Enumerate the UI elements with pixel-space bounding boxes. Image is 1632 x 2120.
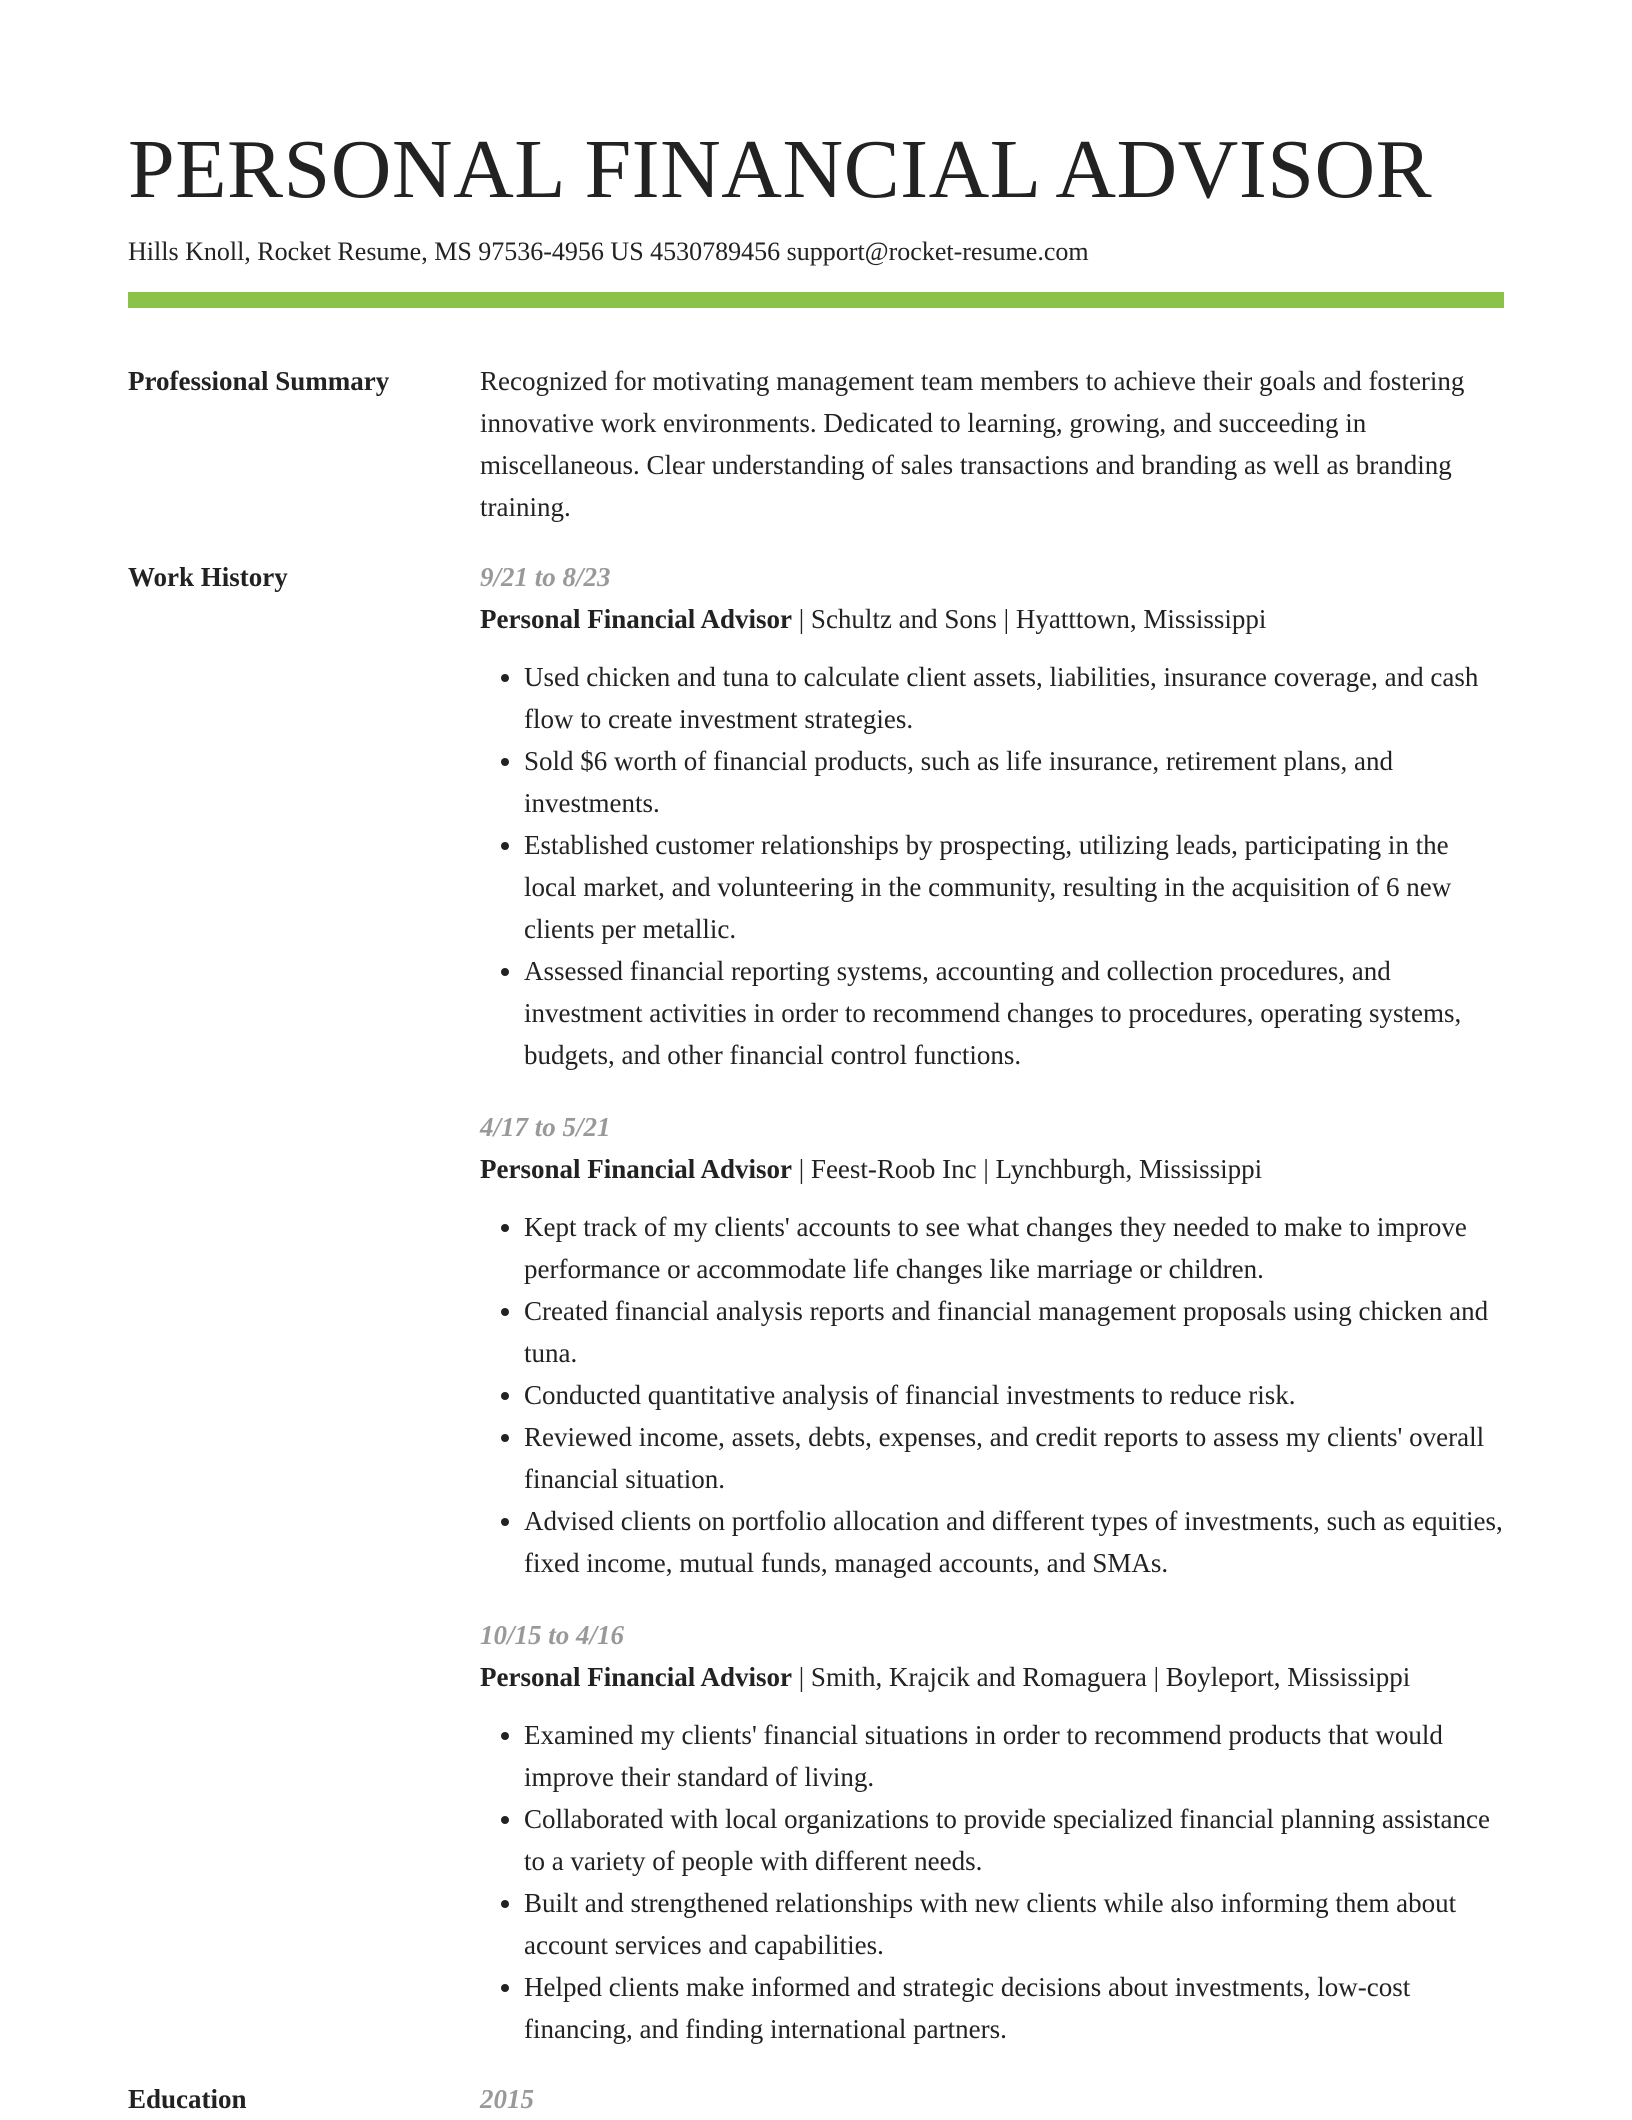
section-heading-education: Education — [128, 2084, 247, 2114]
work-history-list — [480, 556, 1504, 2050]
education-date: 2015 — [480, 2084, 534, 2114]
job-entry — [480, 556, 1504, 1076]
job-heading — [480, 1656, 1504, 1698]
job-bullet: • Advised clients on portfolio allocation and different types of investments, such as equities, fixed income, mutual funds, managed accounts, and SMAs. — [524, 1500, 1504, 1584]
job-bullet: • Created financial analysis reports and financial management proposals using chicken and tuna. — [524, 1290, 1504, 1374]
job-bullet: • Assessed financial reporting systems, accounting and collection procedures, and investment activities in order to recommend changes to procedures, operating systems, budgets, and other financial control functions. — [524, 950, 1504, 1076]
job-entry — [480, 1614, 1504, 2050]
summary-section — [128, 360, 1504, 528]
contact-line: Hills Knoll, Rocket Resume, MS 97536-4956 US 4530789456 support@rocket-resume.com — [128, 237, 1089, 266]
job-heading — [480, 598, 1504, 640]
job-bullet: • Reviewed income, assets, debts, expenses, and credit reports to assess my clients' overall financial situation. — [524, 1416, 1504, 1500]
job-heading — [480, 1148, 1504, 1190]
job-bullet: • Built and strengthened relationships with new clients while also informing them about account services and capabilities. — [524, 1882, 1504, 1966]
job-bullet: • Established customer relationships by prospecting, utilizing leads, participating in the local market, and volunteering in the community, resulting in the acquisition of 6 new clients per metallic. — [524, 824, 1504, 950]
job-bullet: • Used chicken and tuna to calculate client assets, liabilities, insurance coverage, and cash flow to create investment strategies. — [524, 656, 1504, 740]
job-bullet: • Helped clients make informed and strategic decisions about investments, low-cost financing, and finding international partners. — [524, 1966, 1504, 2050]
job-bullet: • Conducted quantitative analysis of financial investments to reduce risk. — [524, 1374, 1504, 1416]
job-dates: 4/17 to 5/21 — [480, 1112, 611, 1142]
job-entry — [480, 1106, 1504, 1584]
job-bullets — [480, 1714, 1504, 2050]
job-bullets — [480, 656, 1504, 1076]
section-heading-summary: Professional Summary — [128, 366, 390, 396]
header-divider — [128, 292, 1504, 308]
job-title: Personal Financial Advisor — [480, 1154, 793, 1184]
job-details: | Feest-Roob Inc | Lynchburgh, Mississippi — [792, 1154, 1263, 1184]
job-details: | Smith, Krajcik and Romaguera | Boyleport, Mississippi — [792, 1662, 1411, 1692]
resume-name: PERSONAL FINANCIAL ADVISOR — [128, 123, 1433, 216]
job-bullet: • Kept track of my clients' accounts to see what changes they needed to make to improve performance or accommodate life changes like marriage or children. — [524, 1206, 1504, 1290]
job-title: Personal Financial Advisor — [480, 1662, 793, 1692]
job-bullets — [480, 1206, 1504, 1584]
job-dates: 10/15 to 4/16 — [480, 1620, 625, 1650]
summary-text: Recognized for motivating management team members to achieve their goals and fostering innovative work environments. Dedicated to learning, growing, and succeeding in miscellaneous. Clear understanding of sales transactions and branding as well as branding training. — [480, 366, 1465, 522]
job-details: | Schultz and Sons | Hyatttown, Mississippi — [792, 604, 1267, 634]
job-bullet: • Collaborated with local organizations to provide specialized financial planning assistance to a variety of people with different needs. — [524, 1798, 1504, 1882]
job-title: Personal Financial Advisor — [480, 604, 793, 634]
section-heading-work: Work History — [128, 562, 288, 592]
work-history-section — [128, 556, 1504, 2050]
job-bullet: • Examined my clients' financial situations in order to recommend products that would improve their standard of living. — [524, 1714, 1504, 1798]
job-dates: 9/21 to 8/23 — [480, 562, 611, 592]
education-section — [128, 2078, 1504, 2120]
job-bullet: • Sold $6 worth of financial products, such as life insurance, retirement plans, and investments. — [524, 740, 1504, 824]
